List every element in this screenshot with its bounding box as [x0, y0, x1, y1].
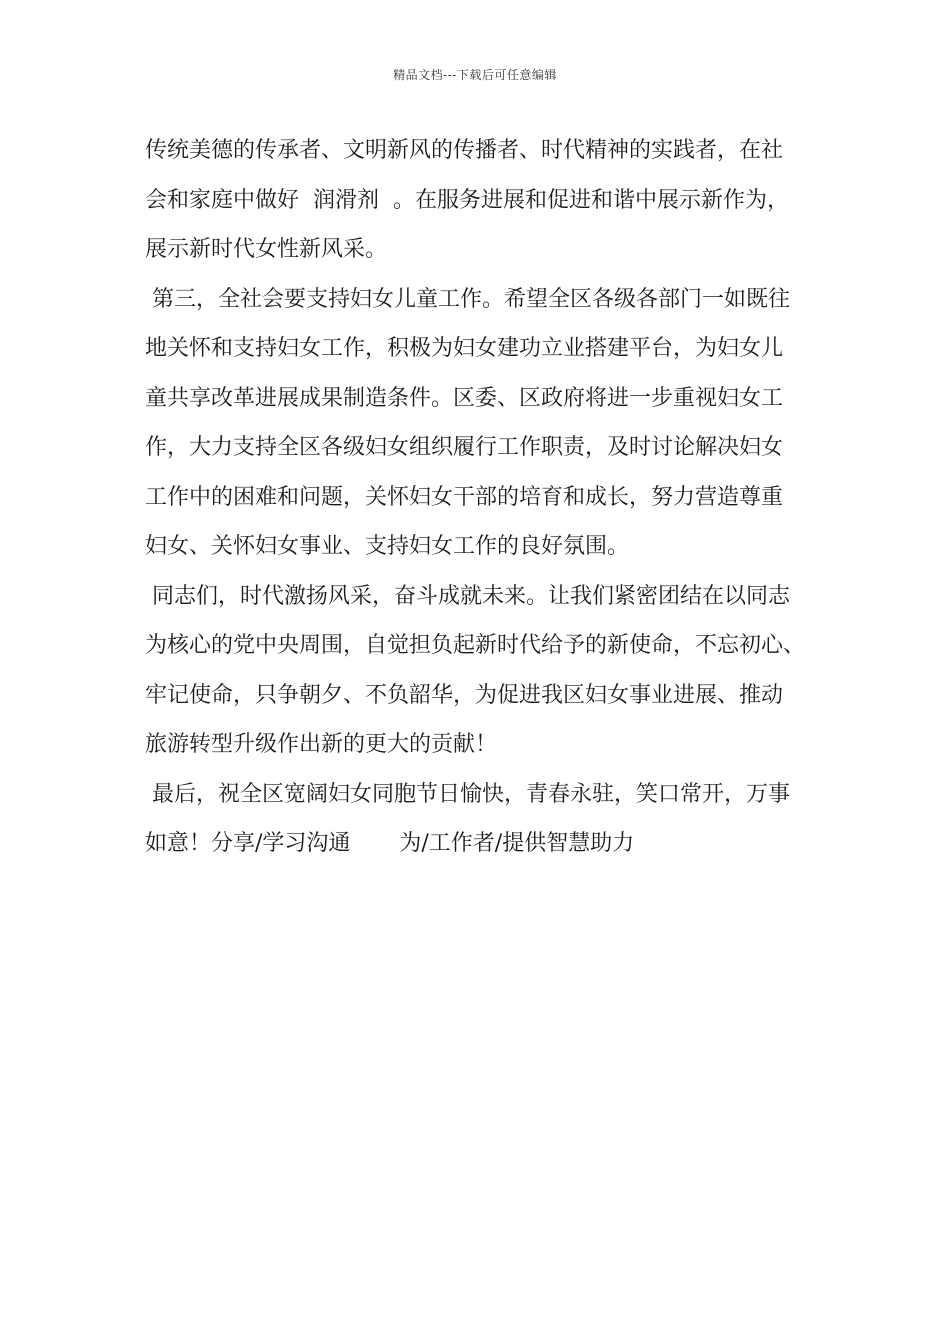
text-line: 为核心的党中央周围，自觉担负起新时代给予的新使命，不忘初心、: [145, 633, 806, 658]
document-body: [145, 132, 825, 875]
text-line: 作，大力支持全区各级妇女组织履行工作职责，及时讨论解决妇女: [145, 435, 784, 460]
text-line: 工作中的困难和问题，关怀妇女干部的培育和成长，努力营造尊重: [145, 484, 784, 510]
text-line: 如意！分享/学习沟通 为/工作者/提供智慧助力: [145, 831, 635, 856]
text-line: 牢记使命，只争朝夕、不负韶华，为促进我区妇女事业进展、推动: [145, 682, 784, 708]
text-line: 妇女、关怀妇女事业、支持妇女工作的良好氛围。: [145, 534, 630, 559]
text-line: 旅游转型升级作出新的更大的贡献！: [145, 732, 498, 757]
text-line: 第三，全社会要支持妇女儿童工作。希望全区各级各部门一如既往: [145, 286, 790, 312]
text-line: 最后，祝全区宽阔妇女同胞节日愉快，青春永驻，笑口常开，万事: [145, 781, 790, 807]
text-line: 会和家庭中做好 润滑剂 。在服务进展和促进和谐中展示新作为，: [145, 187, 789, 213]
text-line: 传统美德的传承者、文明新风的传播者、时代精神的实践者，在社: [145, 138, 784, 163]
page-header: 精品文档---下载后可任意编辑: [393, 68, 557, 82]
text-line: 童共享改革进展成果制造条件。区委、区政府将进一步重视妇女工: [145, 385, 784, 411]
text-line: 展示新时代女性新风采。: [145, 237, 388, 262]
text-line: 地关怀和支持妇女工作，积极为妇女建功立业搭建平台，为妇女儿: [145, 336, 784, 361]
text-line: 同志们，时代激扬风采，奋斗成就未来。让我们紧密团结在以同志: [145, 583, 790, 609]
